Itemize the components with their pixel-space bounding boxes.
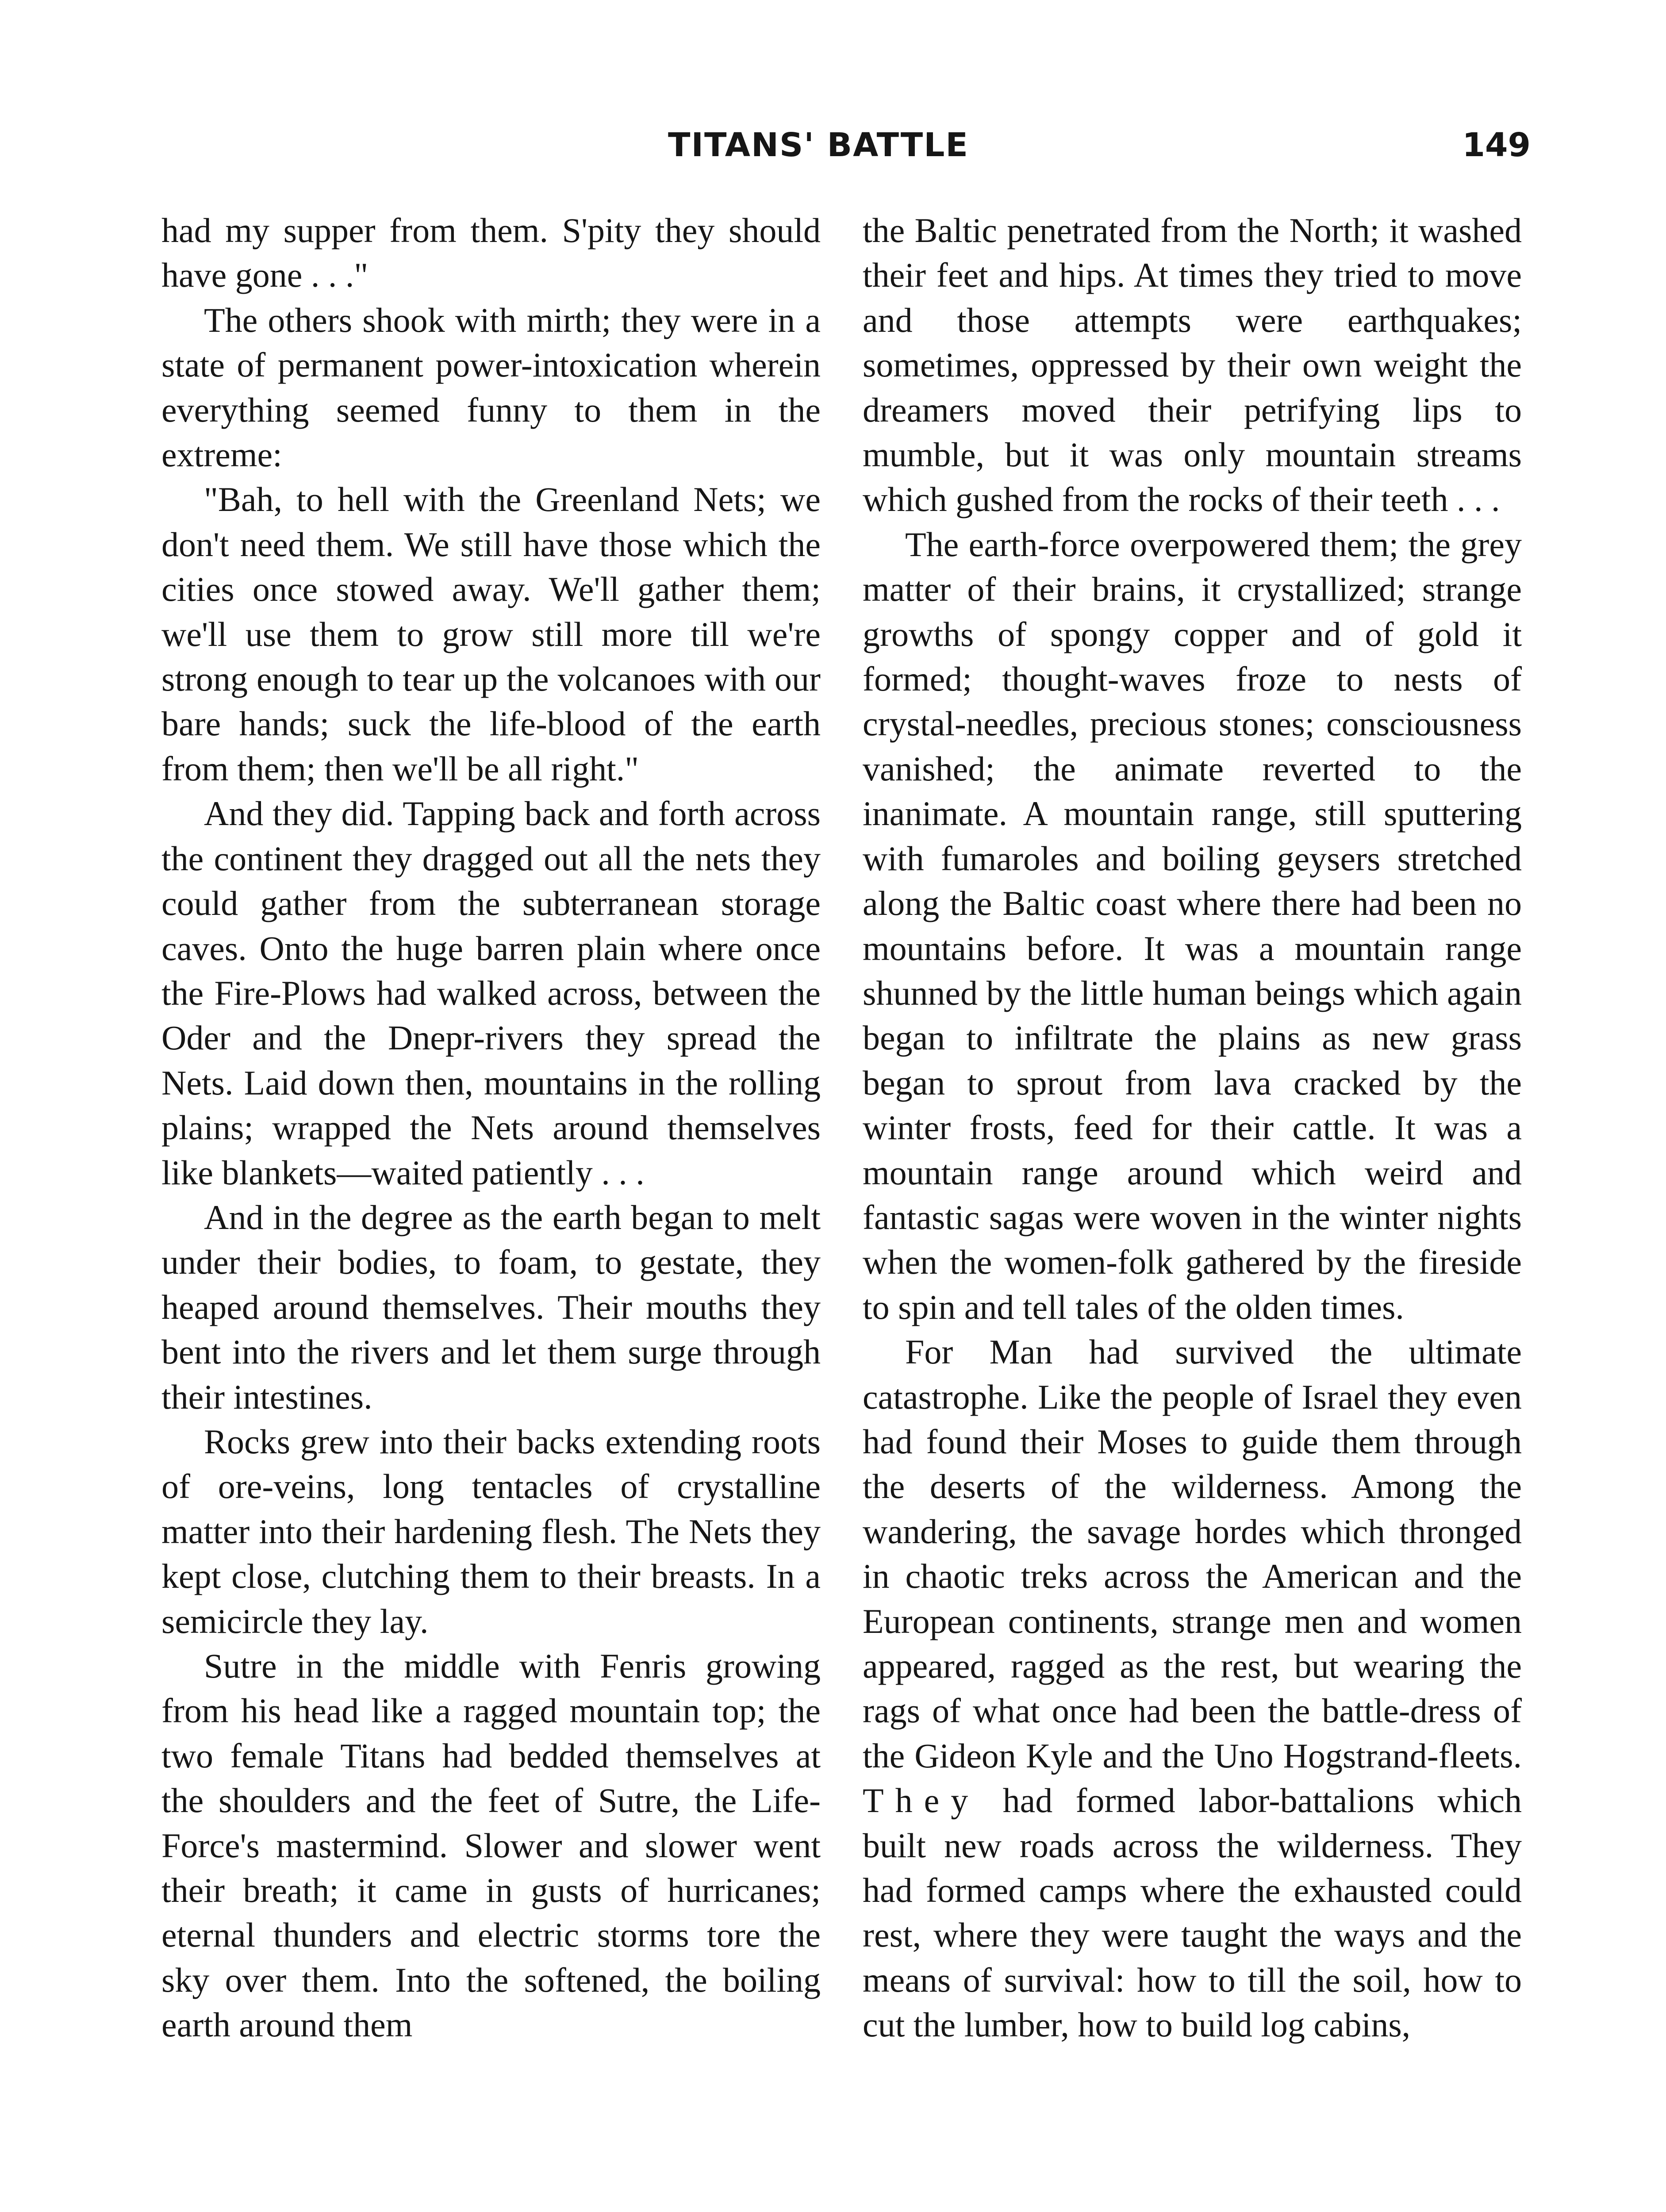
left-column (161, 208, 821, 2047)
paragraph: The others shook with mirth; they were in a state of permanent power-intoxication wherein everything seemed funny to them in the extreme: (161, 300, 821, 474)
letterspaced-emphasis: They (863, 1781, 980, 1820)
paragraph: And in the degree as the earth began to melt under their bodies, to foam, to gestate, they heaped around themselves. Their mouths they bent into the rivers and let them surge through their intestines. (161, 1198, 821, 1416)
running-head (0, 122, 1666, 170)
paragraph: the Baltic penetrated from the North; it washed their feet and hips. At times they tried to move and those attempts were earthquakes; sometimes, oppressed by their own weight the dreamers moved their petrifying lips to mumble, but it was only mountain streams which gushed from the rocks of their teeth . . . (863, 211, 1522, 519)
paragraph: And they did. Tapping back and forth across the continent they dragged out all the nets they could gather from the subterranean storage caves. Onto the huge barren plain where once the Fire-Plows had walked across, between the Oder and the Dnepr-rivers they spread the Nets. Laid down then, mountains in the rolling plains; wrapped the Nets around themselves like blankets—waited patiently . . . (161, 794, 821, 1192)
paragraph: had my supper from them. S'pity they should have gone . . ." (161, 211, 821, 295)
paragraph: The earth-force overpowered them; the grey matter of their brains, it crystallized; strange growths of spongy copper and of gold it formed; thought-waves froze to nests of crystal-needles, precious stones; consciousness vanished; the animate reverted to the inanimate. A mountain range, still sputtering with fumaroles and boiling geysers stretched along the Baltic coast where there had been no mountains before. It was a mountain range shunned by the little human beings which again began to infiltrate the plains as new grass began to sprout from lava cracked by the winter frosts, feed for their cattle. It was a mountain range around which weird and fantastic sagas were woven in the winter nights when the women-folk gathered by the fireside to spin and tell tales of the olden times. (863, 525, 1522, 1326)
paragraph: Sutre in the middle with Fenris growing from his head like a ragged mountain top; the two female Titans had bedded themselves at the shoulders and the feet of Sutre, the Life-Force's mastermind. Slower and slower went their breath; it came in gusts of hurricanes; eternal thunders and electric storms tore the sky over them. Into the softened, the boiling earth around them (161, 1647, 821, 2044)
running-title: TITANS' BATTLE (668, 126, 969, 164)
paragraph-text: For Man had survived the ultimate catastrophe. Like the people of Israel they even had found their Moses to guide them through the deserts of the wilderness. Among the wandering, the savage hordes which thronged in chaotic treks across the American and the European continents, strange men and women appeared, ragged as the rest, but wearing the rags of what once had been the battle-dress of the Gideon Kyle and the Uno Hogstrand-fleets. (863, 1333, 1522, 1775)
paragraph: Rocks grew into their backs extending roots of ore-veins, long tentacles of crystalline matter into their hardening flesh. The Nets they kept close, clutching them to their breasts. In a semicircle they lay. (161, 1422, 821, 1640)
paragraph: "Bah, to hell with the Greenland Nets; we don't need them. We still have those which the cities once stowed away. We'll gather them; we'll use them to grow still more till we're strong enough to tear up the volcanoes with our bare hands; suck the life-blood of the earth from them; then we'll be all right." (161, 480, 821, 788)
paragraph (863, 1329, 1522, 2047)
page-number: 149 (1462, 126, 1531, 164)
paragraph-text: had formed labor-battalions which built new roads across the wilderness. They had formed camps where the exhausted could rest, where they were taught the ways and the means of survival: how to till the soil, how to cut the lumber, how to build log cabins, (863, 1781, 1522, 2044)
right-column (863, 208, 1522, 2047)
